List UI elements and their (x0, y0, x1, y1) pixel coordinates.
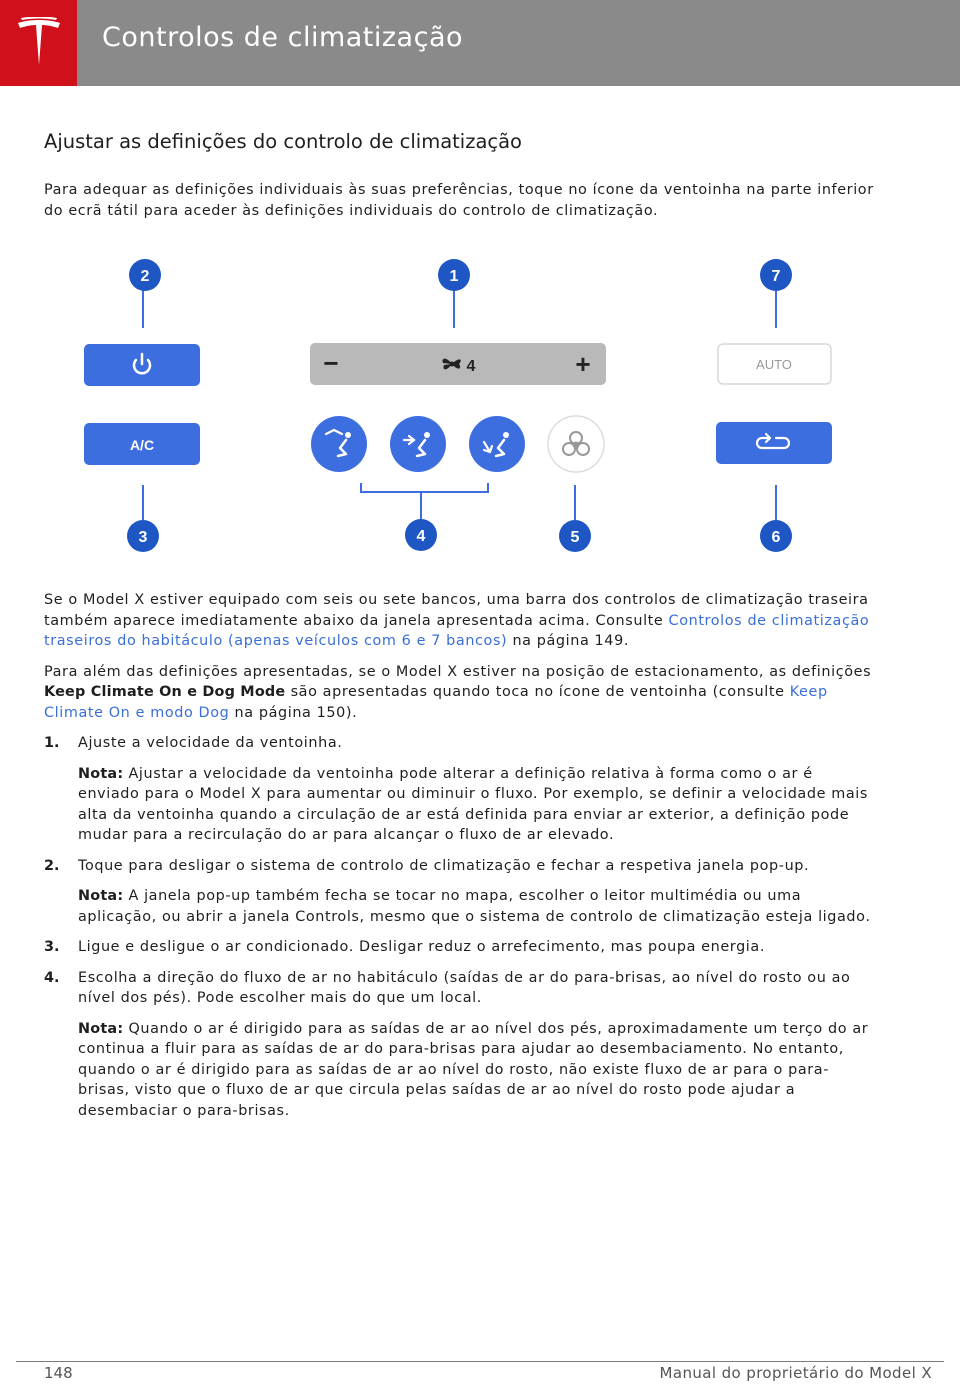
paragraph-text: na página 149. (507, 633, 629, 649)
list-item-text: Escolha a direção do fluxo de ar no habitáculo (saídas de ar do para-brisas, ao nível do rosto ou ao nível dos pés). Pode escolher mais do que um local. (78, 969, 851, 1006)
tesla-logo-icon (16, 17, 62, 69)
note (44, 764, 874, 846)
callout-6 (760, 485, 792, 552)
callout-1-label: 1 (449, 268, 459, 285)
fan-decrease-button[interactable]: − (323, 348, 339, 378)
callout-7-label: 7 (771, 268, 781, 285)
callout-7 (760, 259, 792, 328)
list-item-number: 3. (44, 939, 60, 955)
page-header (0, 0, 960, 86)
footer-divider (16, 1361, 944, 1362)
power-button[interactable] (84, 344, 200, 386)
callout-5-label: 5 (570, 529, 580, 546)
body-text (44, 590, 874, 1131)
paragraph-text: são apresentadas quando toca no ícone de ventoinha (consulte (285, 684, 790, 700)
callout-1 (438, 259, 470, 328)
note (44, 886, 874, 927)
paragraph-text: na página 150). (229, 704, 358, 721)
bioweapon-defense-button[interactable] (548, 416, 604, 472)
note-text: A janela pop-up também fecha se tocar no mapa, escolher o leitor multimédia ou uma aplicação, ou abrir a janela Controls, mesmo que o sistema de controlo de climatização esteja ligado. (78, 888, 871, 925)
note-label: Nota: (78, 888, 124, 904)
note (44, 1019, 874, 1122)
climate-controls-diagram (0, 250, 960, 560)
airflow-windshield-button[interactable] (311, 416, 367, 472)
list-item-number: 4. (44, 969, 60, 986)
callout-2 (129, 259, 161, 328)
airflow-feet-button[interactable] (469, 416, 525, 472)
section-title: Ajustar as definições do controlo de climatização (44, 130, 522, 153)
callout-6-label: 6 (771, 529, 781, 546)
keep-climate-dog-mode-link[interactable]: Keep Climate On e modo Dog (44, 684, 828, 721)
callout-3 (127, 485, 159, 552)
callout-3-label: 3 (138, 529, 148, 546)
fan-increase-button[interactable]: + (575, 349, 591, 379)
list-item (44, 937, 874, 958)
fan-speed-value: 4 (466, 358, 476, 375)
recirculate-button[interactable] (716, 422, 832, 464)
auto-button[interactable] (718, 344, 831, 384)
callout-2-label: 2 (140, 268, 150, 285)
keep-climate-dog-mode-label: Keep Climate On e Dog Mode (44, 684, 286, 700)
list-item-text: Ligue e desligue o ar condicionado. Desligar reduz o arrefecimento, mas poupa energia. (78, 939, 765, 955)
list-item-text: Ajuste a velocidade da ventoinha. (78, 735, 343, 751)
rear-climate-controls-link[interactable]: Controlos de climatização traseiros do habitáculo (apenas veículos com 6 e 7 bancos) (44, 612, 870, 649)
callout-4 (361, 483, 488, 551)
intro-paragraph: Para adequar as definições individuais às suas preferências, toque no ícone da ventoinha na parte inferior do ecrã tátil para aceder às definições individuais do controlo de climatização. (44, 182, 874, 219)
list-item-text: Toque para desligar o sistema de controlo de climatização e fechar a respetiva janela pop-up. (78, 857, 810, 874)
header-title: Controlos de climatização (102, 22, 464, 53)
paragraph-text: Para além das definições apresentadas, se o Model X estiver na posição de estacionamento, as definições (44, 663, 872, 680)
note-label: Nota: (78, 1020, 124, 1037)
ac-button[interactable] (84, 423, 200, 465)
page-number: 148 (44, 1364, 73, 1382)
airflow-face-button[interactable] (390, 416, 446, 472)
list-item-number: 1. (44, 735, 60, 751)
manual-title: Manual do proprietário do Model X (659, 1364, 932, 1382)
list-item (44, 733, 874, 754)
paragraph-text: Se o Model X estiver equipado com seis ou sete bancos, uma barra dos controlos de climatização traseira também aparece imediatamente abaixo da janela apresentada acima. Consulte (44, 592, 869, 629)
list-item (44, 968, 874, 1009)
paragraph-rear-controls (44, 590, 874, 652)
fan-speed-bar (310, 343, 606, 385)
paragraph-keep-climate (44, 662, 874, 724)
auto-label: AUTO (756, 357, 792, 372)
ac-label: A/C (129, 437, 155, 453)
tesla-logo (0, 0, 77, 86)
callout-4-label: 4 (416, 528, 426, 545)
callout-5 (559, 485, 591, 552)
climate-controls-figure (0, 250, 960, 560)
note-text: Ajustar a velocidade da ventoinha pode alterar a definição relativa à forma como o ar é enviado para o Model X para aumentar ou diminuir o fluxo. Por exemplo, se definir a velocidade mais alta da ventoinha quando a circulação de ar está definida para enviar ar exterior, a definição pode mudar para a recirculação do ar para alcançar o fluxo de ar elevado. (78, 765, 868, 843)
list-item (44, 856, 874, 877)
note-label: Nota: (78, 765, 124, 782)
note-text: Quando o ar é dirigido para as saídas de ar ao nível dos pés, aproximadamente um terço do ar continua a fluir para as saídas de ar do para-brisas para ajudar ao desembaciamento. No entanto, quando o ar é dirigido para as saídas de ar ao nível do rosto, não existe fluxo de ar para o para-brisas, visto que o fluxo de ar que circula pelas saídas de ar ao nível do rosto pode ajudar a desembaciar o para-brisas. (78, 1020, 869, 1119)
list-item-number: 2. (44, 857, 60, 874)
